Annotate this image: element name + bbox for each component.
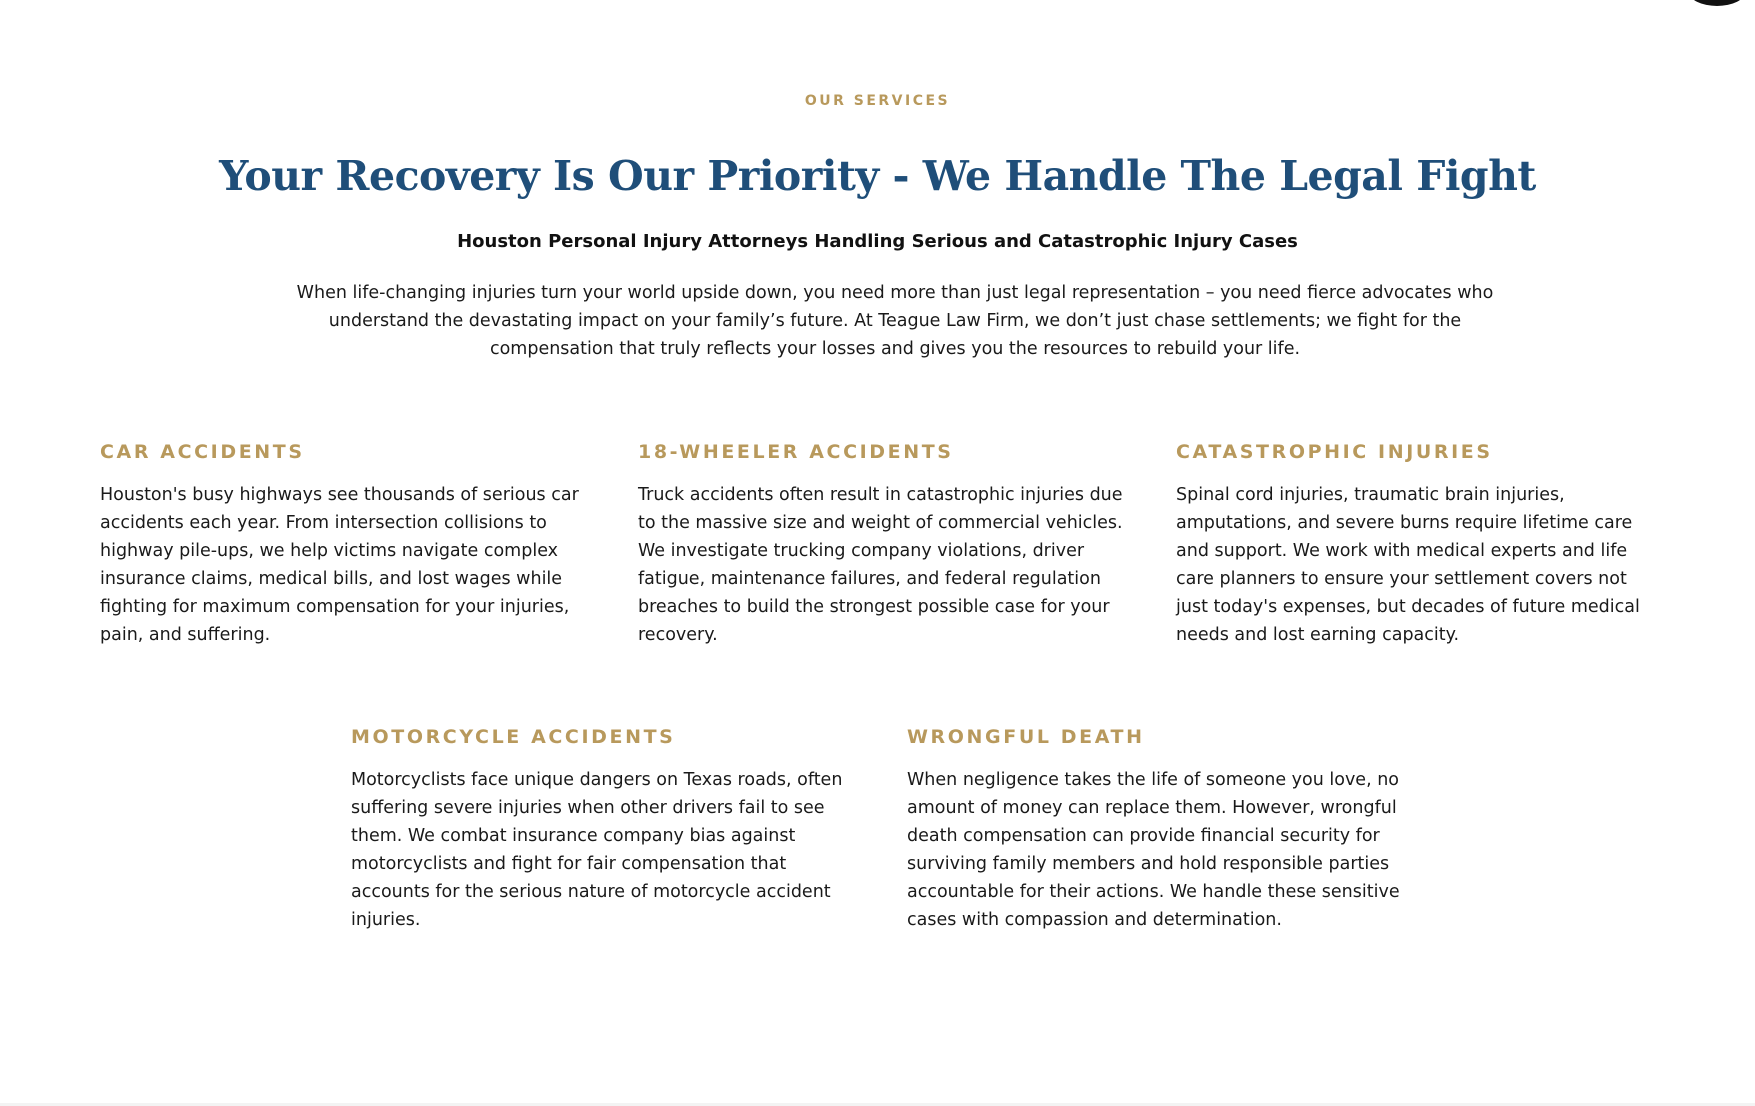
- service-description: When negligence takes the life of someone you love, no amount of money can replace them. However, wrongful death compensation can provide financial security for surviving family members and hold responsible parties accountable for their actions. We handle these sensitive cases with compassion and determination.: [907, 770, 1400, 930]
- service-description: Motorcyclists face unique dangers on Texas roads, often suffering severe injuries when other drivers fail to see them. We combat insurance company bias against motorcyclists and fight for fair compensation that accounts for the serious nature of motorcycle accident injuries.: [351, 770, 843, 930]
- service-description: Truck accidents often result in catastrophic injuries due to the massive size and weight of commercial vehicles. We investigate trucking company violations, driver fatigue, maintenance failures, and federal regulation breaches to build the strongest possible case for your recovery.: [638, 485, 1123, 645]
- section-heading: Your Recovery Is Our Priority - We Handle The Legal Fight: [219, 152, 1536, 200]
- service-title: CATASTROPHIC INJURIES: [1176, 441, 1493, 463]
- service-title: MOTORCYCLE ACCIDENTS: [351, 726, 676, 748]
- service-description: Spinal cord injuries, traumatic brain injuries, amputations, and severe burns require lifetime care and support. We work with medical experts and life care planners to ensure your settlement covers not just today's expenses, but decades of future medical needs and lost earning capacity.: [1176, 485, 1640, 645]
- section-intro: When life-changing injuries turn your world upside down, you need more than just legal representation – you need fierce advocates who understand the devastating impact on your family’s future. At Teague Law Firm, we don’t just chase settlements; we fight for the compensation that truly reflects your losses and gives you the resources to rebuild your life.: [296, 283, 1494, 359]
- floating-widget-button[interactable]: [1689, 0, 1745, 6]
- service-car-accidents: [100, 441, 590, 649]
- service-title: WRONGFUL DEATH: [907, 726, 1145, 748]
- service-18-wheeler-accidents: [638, 441, 1128, 649]
- service-description: Houston's busy highways see thousands of serious car accidents each year. From intersection collisions to highway pile-ups, we help victims navigate complex insurance claims, medical bills, and lost wages while fighting for maximum compensation for your injuries, pain, and suffering.: [100, 485, 579, 645]
- section-subheading: Houston Personal Injury Attorneys Handling Serious and Catastrophic Injury Cases: [457, 231, 1298, 252]
- service-wrongful-death: [907, 726, 1407, 934]
- section-eyebrow: OUR SERVICES: [804, 93, 951, 109]
- service-title: CAR ACCIDENTS: [100, 441, 305, 463]
- service-motorcycle-accidents: [351, 726, 861, 934]
- service-catastrophic-injuries: [1176, 441, 1656, 649]
- service-title: 18-WHEELER ACCIDENTS: [638, 441, 954, 463]
